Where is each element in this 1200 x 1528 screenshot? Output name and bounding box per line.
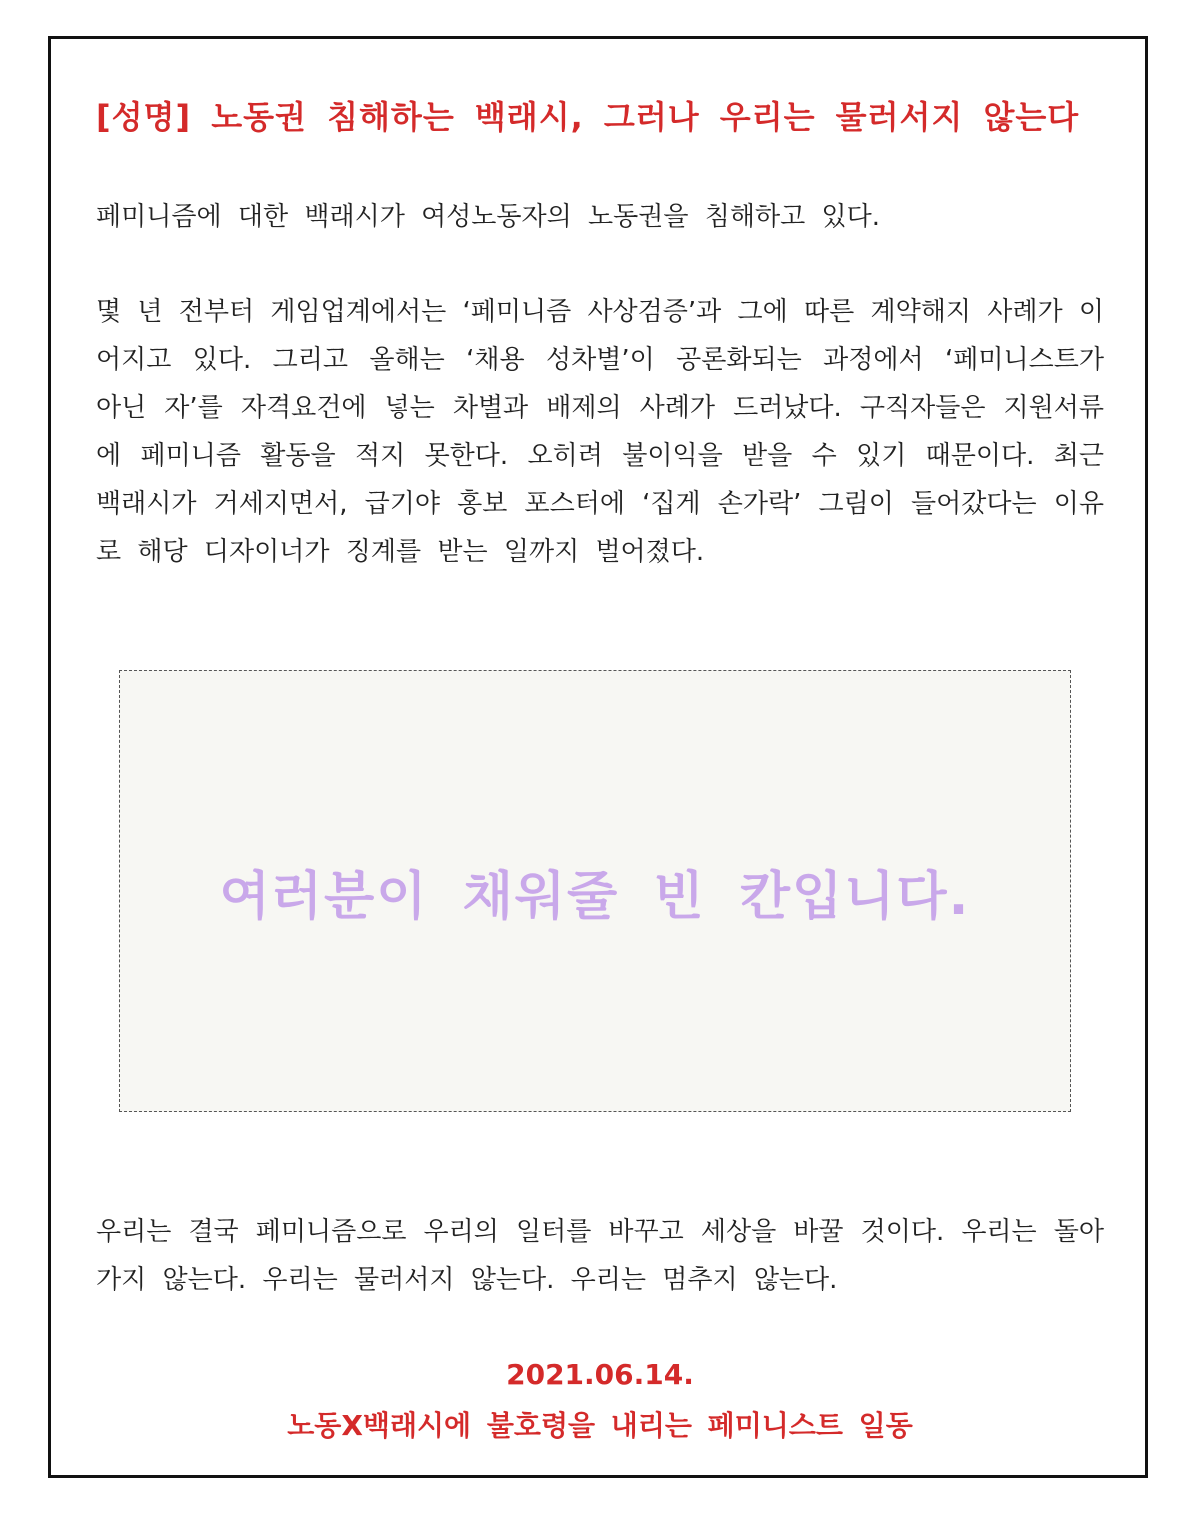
intro-paragraph: 페미니즘에 대한 백래시가 여성노동자의 노동권을 침해하고 있다. bbox=[96, 202, 880, 232]
statement-title: [성명] 노동권 침해하는 백래시, 그러나 우리는 물러서지 않는다 bbox=[96, 98, 1080, 136]
placeholder-text: 여러분이 채워줄 빈 칸입니다. bbox=[219, 866, 971, 927]
statement-date: 2021.06.14. bbox=[506, 1358, 694, 1391]
main-paragraph: 몇 년 전부터 게임업계에서는 ‘페미니즘 사상검증’과 그에 따른 계약해지 사례가 이어지고 있다. 그리고 올해는 ‘채용 성차별’이 공론화되는 과정에서 ‘페미니스트가 아닌 자’를 자격요건에 넣는 차별과 배제의 사례가 드러났다. 구직자들은 지원서류에 페미니즘 활동을 적지 못한다. 오히려 불이익을 받을 수 있기 때문이다. 최근 백래시가 거세지면서, 급기야 홍보 포스터에 ‘집게 손가락’ 그림이 들어갔다는 이유로 해당 디자이너가 징계를 받는 일까지 벌어졌다. bbox=[96, 297, 1105, 567]
closing-paragraph: 우리는 결국 페미니즘으로 우리의 일터를 바꾸고 세상을 바꿀 것이다. 우리는 돌아가지 않는다. 우리는 물러서지 않는다. 우리는 멈추지 않는다. bbox=[96, 1217, 1104, 1295]
statement-signature: 노동X백래시에 불호령을 내리는 페미니스트 일동 bbox=[287, 1409, 913, 1442]
blank-fill-in-box bbox=[119, 670, 1071, 1112]
